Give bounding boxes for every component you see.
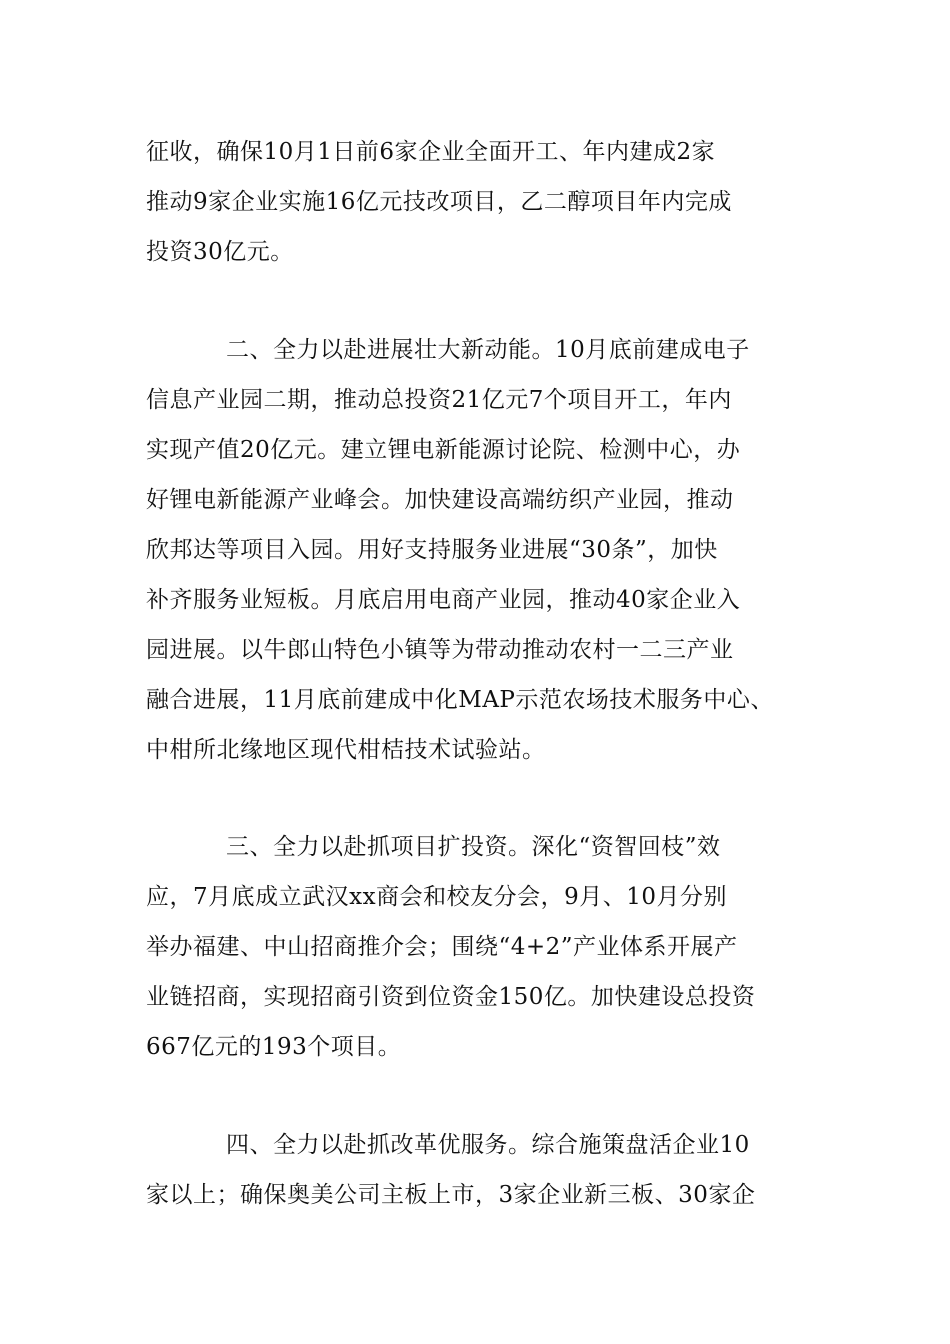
text-line: 667亿元的193个项目。 (146, 1034, 402, 1060)
text-line: 家以上；确保奥美公司主板上市，3家企业新三板、30家企 (146, 1182, 756, 1208)
text-line: 业链招商，实现招商引资到位资金150亿。加快建设总投资 (146, 984, 756, 1010)
text-line: 三、全力以赴抓项目扩投资。深化“资智回枝”效 (226, 834, 721, 860)
text-line: 欣邦达等项目入园。用好支持服务业进展“30条”，加快 (146, 537, 718, 563)
text-line: 融合进展，11月底前建成中化MAP示范农场技术服务中心、 (146, 687, 774, 713)
paragraph-continuation (146, 127, 826, 277)
text-line: 二、全力以赴进展壮大新动能。10月底前建成电子 (226, 337, 750, 363)
paragraph-new-momentum (146, 325, 826, 775)
paragraph-reform (146, 1120, 826, 1220)
text-line: 补齐服务业短板。月底启用电商产业园，推动40家企业入 (146, 587, 741, 613)
text-line: 信息产业园二期，推动总投资21亿元7个项目开工，年内 (146, 387, 732, 413)
paragraph-investment (146, 822, 826, 1072)
text-line: 征收，确保10月1日前6家企业全面开工、年内建成2家 (146, 139, 716, 165)
text-line: 园进展。以牛郎山特色小镇等为带动推动农村一二三产业 (146, 637, 734, 663)
text-line: 举办福建、中山招商推介会；围绕“4+2”产业体系开展产 (146, 934, 738, 960)
text-line: 四、全力以赴抓改革优服务。综合施策盘活企业10 (226, 1132, 750, 1158)
text-line: 中柑所北缘地区现代柑桔技术试验站。 (146, 737, 546, 763)
text-line: 实现产值20亿元。建立锂电新能源讨论院、检测中心，办 (146, 437, 741, 463)
text-line: 投资30亿元。 (146, 239, 294, 265)
text-line: 应，7月底成立武汉xx商会和校友分会，9月、10月分别 (146, 884, 727, 910)
text-line: 好锂电新能源产业峰会。加快建设高端纺织产业园，推动 (146, 487, 734, 513)
text-line: 推动9家企业实施16亿元技改项目，乙二醇项目年内完成 (146, 189, 732, 215)
